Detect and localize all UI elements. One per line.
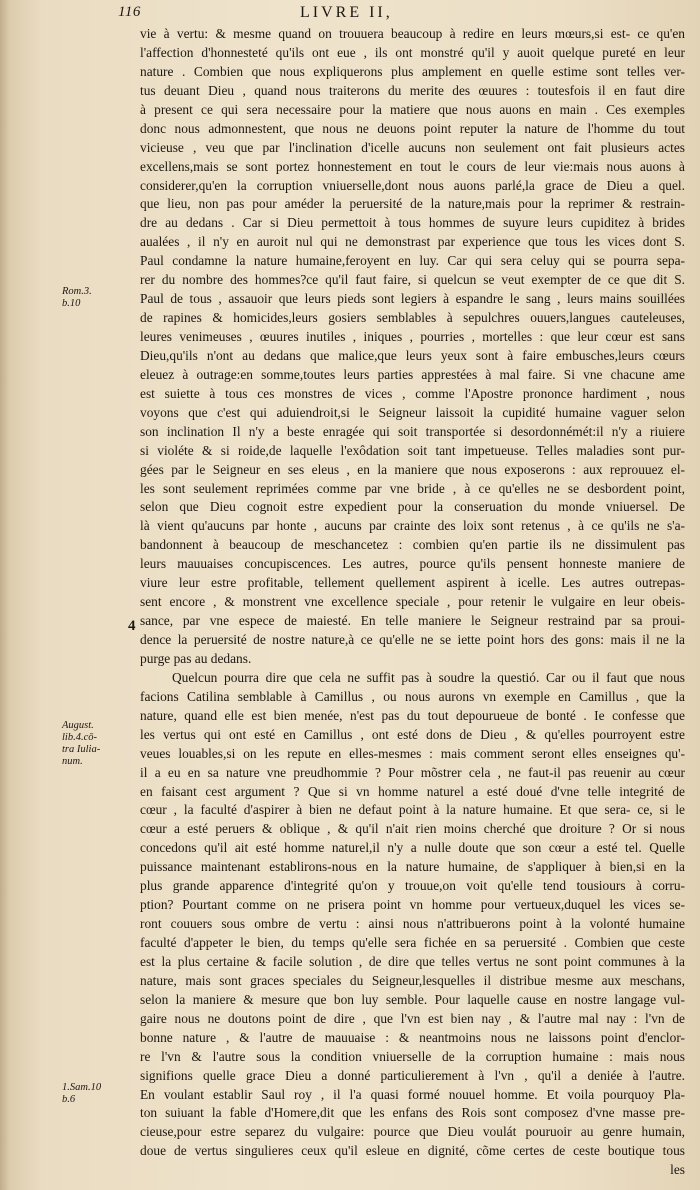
text-line: que lieu, non pas pour améder la peruersité de la nature,mais pour la reprimer & restrain- (140, 196, 685, 212)
catchword: les (670, 1162, 685, 1178)
text-line: excellens,mais se sont portez honnestement en tout le cours de leur vie:mais nous auons à (140, 158, 685, 174)
text-line: plus grande apparence d'integrité qu'on y trouue,on voit qu'elle tend tousiours à corru- (140, 878, 685, 894)
text-line: cœur a esté peruers & oblique , & qu'il n'ait rien moins cherché que droiture ? Or si nous (140, 821, 685, 837)
paragraph-number: 4 (128, 618, 136, 634)
margin-note-line: b.6 (62, 1094, 76, 1105)
text-line: cieuse,pour estre separez du vulgaire: pource que Dieu voulát pouruoir au genre humain, (140, 1124, 685, 1140)
text-line: viure leur estre profitable, tellement quellement aspirent à icelle. Les autres outrepas- (140, 575, 685, 591)
text-line: nature . Combien que nous expliquerons plus amplement en quelle estime sont telles ver- (140, 63, 685, 79)
margin-note-line: Rom.3. (62, 286, 92, 297)
text-line: à present ce qui sera necessaire pour la matiere que nous auons en main . Ces exemples (140, 101, 685, 117)
margin-note-samuel (62, 1082, 101, 1106)
margin-note-augustin (62, 720, 100, 768)
text-line: puissance maintenant establirons-nous en la nature humaine, de s'appliquer à bien,si en la (140, 859, 685, 875)
text-line: bandonnent à beaucoup de meschancetez : combien qu'en partie ils ne dissimulent pas (140, 537, 685, 553)
text-line: nature, mais sont graces speciales du Seigneur,lesquelles il distribue mesme aux meschans, (140, 972, 685, 988)
text-line: bonne nature , & l'autre de mauuaise : & neantmoins nous ne laissons point d'enclor- (140, 1029, 685, 1045)
text-line: Paul condamne la nature humaine,feroyent en luy. Car qui sera celuy qui se pourra sepa- (140, 253, 685, 269)
text-line: leurs mauuaises concupiscences. Les autres, pource qu'ils pensent honneste maniere de (140, 556, 685, 572)
text-line: faculté d'appeter le bien, du temps qu'elle sera fichée en sa peruersité . Combien que ceste (140, 935, 685, 950)
text-line: gées par le Seigneur en ses eleus , en la maniere que nous exposerons : aux reprouuez el- (140, 461, 685, 477)
text-line: facions Catilina semblable à Camillus , ou nous aurons vn exemple en Camillus , que la (140, 688, 685, 704)
text-line: cœur , la faculté d'aspirer à bien ne defaut point à la nature humaine. Et que sera- ce, si le (140, 802, 685, 818)
margin-note-line: tra Iulia- (62, 744, 101, 755)
margin-note-line: 1.Sam.10 (62, 1082, 102, 1093)
text-line: concedons qu'il ait esté homme naturel,il n'y a nulle doute que son cœur a esté tel. Quelle (140, 840, 685, 856)
text-line: re l'vn & l'autre sous la condition vniuerselle de la corruption humaine : mais nous (140, 1048, 685, 1064)
text-line: purge pas au dedans. (140, 650, 252, 666)
text-line: selon que Dieu cognoit estre expedient pour la conseruation du monde vniuersel. De (140, 499, 685, 515)
text-line: considerer,qu'en la corruption vniuerselle,dont nous auons parlé,la grace de Dieu a quel. (140, 177, 685, 193)
text-line: les vertus qui ont esté en Camillus , ont esté dons de Dieu , & qu'elles pourroyent estre (140, 726, 685, 742)
margin-note-romans (62, 286, 92, 310)
text-line: il a eu en sa nature vne preudhommie ? Pour mõstrer cela , ne faut-il pas reuenir au cœur (140, 764, 685, 780)
text-line: sent encore , & monstrent vne excellence speciale , pour retenir le vulgaire en leur obeis- (140, 594, 685, 610)
text-line: est suiette à tous ces monstres de vices , comme l'Apostre prononce hardiment , nous (140, 385, 685, 401)
text-line: ton suiuant la fable d'Homere,dit que les enfans des Rois sont composez d'vne masse pre- (140, 1105, 685, 1121)
text-line: nature, quand elle est bien menée, n'est pas du tout depourueue de bonté . Ie confesse que (140, 707, 685, 723)
text-line: l'affection d'honnesteté qu'ils ont eue , ils ont monstré qu'il y auoit quelque pureté en leur (140, 44, 685, 60)
margin-note-line: b.10 (62, 298, 81, 309)
text-line: sance, par vne espece de maiesté. En telle maniere le Seigneur restraind par sa proui- (140, 613, 685, 629)
text-line: dre au dedans . Car si Dieu permettoit à tous hommes de suyure leurs cupiditez à brides (140, 215, 685, 231)
text-line: aualées , il n'y en auroit nul qui ne demonstrast par experience que tous les vices dont S. (140, 234, 685, 250)
margin-note-line: August. (62, 720, 94, 731)
text-line: ront couuers sous ombre de vertu : ainsi nous n'attribuerons point à la volonté humaine (140, 916, 685, 932)
text-line: veues louables,si on les repute en elles-mesmes : mais comment seront elles enseignes qu'- (140, 745, 685, 761)
text-line: voyons que c'est qui aduiendroit,si le Seigneur laissoit la cupidité humaine vaguer selon (140, 404, 685, 420)
text-line: vie à vertu: & mesme quand on trouuera beaucoup à redire en leurs mœurs,si est- ce qu'en (140, 26, 685, 41)
page-number: 116 (118, 4, 141, 20)
text-line: gaire nous ne doutons point de dire , que l'vn est bien nay , & l'autre mal nay : l'vn de (140, 1010, 685, 1026)
text-line: ption? Pourtant comme on ne prisera point vn homme pour vertueux,duquel les vices se- (140, 897, 685, 913)
text-line: si violéte & si roide,de laquelle l'exôdation soit tant impetueuse. Telles maladies sont pur- (140, 442, 685, 458)
text-line: En voulant establir Saul roy , il l'a quasi formé nouuel homme. Et voila pourquoy Pla- (140, 1086, 685, 1102)
text-line: vicieuse , veu que par l'inclination d'icelle aucuns non seulement ont fait plusieurs actes (140, 139, 685, 155)
text-line: Paul de tous , assauoir que leurs pieds sont legiers à espandre le sang , leurs mains souillées (140, 291, 685, 307)
text-line: de rapines & homicides,leurs gosiers semblables à sepulchres ouuers,langues cauteleuses, (140, 310, 685, 326)
text-line: Dieu,qu'ils n'ont au dedans que malice,que leurs yeux sont à faire embusches,leurs cœurs (140, 347, 685, 363)
text-line: tus deuant Dieu , quand nous traiterons du merite des œuures : toutesfois il en faut dire (140, 82, 685, 98)
text-line: là vient qu'aucuns par honte , aucuns par crainte des loix sont retenus , à ce qu'ils ne s'a- (140, 518, 685, 534)
text-line: les sont seulement reprimées comme par vne bride , à ce qu'elles ne se desbordent point, (140, 480, 685, 496)
text-line: dence la peruersité de nostre nature,à ce qu'elle ne se iette point hors des gons: mais il ne la (140, 632, 685, 647)
text-line: est la plus certaine & facile solution , de dire que telles vertus ne sont point communes à la (140, 953, 685, 969)
body-text (140, 25, 685, 1180)
text-line: rer du nombre des hommes?ce qu'il faut faire, si quelcun se veut exempter de ce que dit S. (140, 272, 685, 288)
text-line: eleuez à outrage:en somme,toutes leurs parties apprestées à mal faire. Si vne chacune ame (140, 366, 685, 382)
running-head: LIVRE II, (300, 4, 393, 21)
text-line: son inclination Il n'y a beste enragée qui soit transportée si desordonnémét:il n'y a riuiere (140, 423, 685, 439)
text-line: selon la maniere & mesure que bon luy semble. Pour laquelle cause en nostre langage vul- (140, 991, 685, 1007)
text-line: doue de vertus singulieres ceux qu'il esleue en dignité, cõme certes de ceste boutique tous (140, 1143, 685, 1159)
margin-note-line: lib.4.cō- (62, 732, 97, 743)
page-gutter-shadow (0, 0, 10, 1190)
text-line: en faisant cest argument ? Que si vn homme naturel a esté doué d'vne telle integrité de (140, 783, 685, 799)
text-line: signifions quelle grace Dieu a donné particulierement à l'vn , qu'il a deniée à l'autre. (140, 1067, 685, 1083)
text-line: donc nous admonnestent, que nous ne deuons point reputer la nature de l'homme du tout (140, 120, 685, 136)
text-line: Quelcun pourra dire que cela ne suffit pas à soudre la questió. Car ou il faut que nous (172, 669, 685, 685)
text-line: leures venimeuses , œuures inutiles , iniques , pourries , mortelles : que leur cœur est sans (140, 329, 685, 344)
margin-note-line: num. (62, 756, 83, 767)
